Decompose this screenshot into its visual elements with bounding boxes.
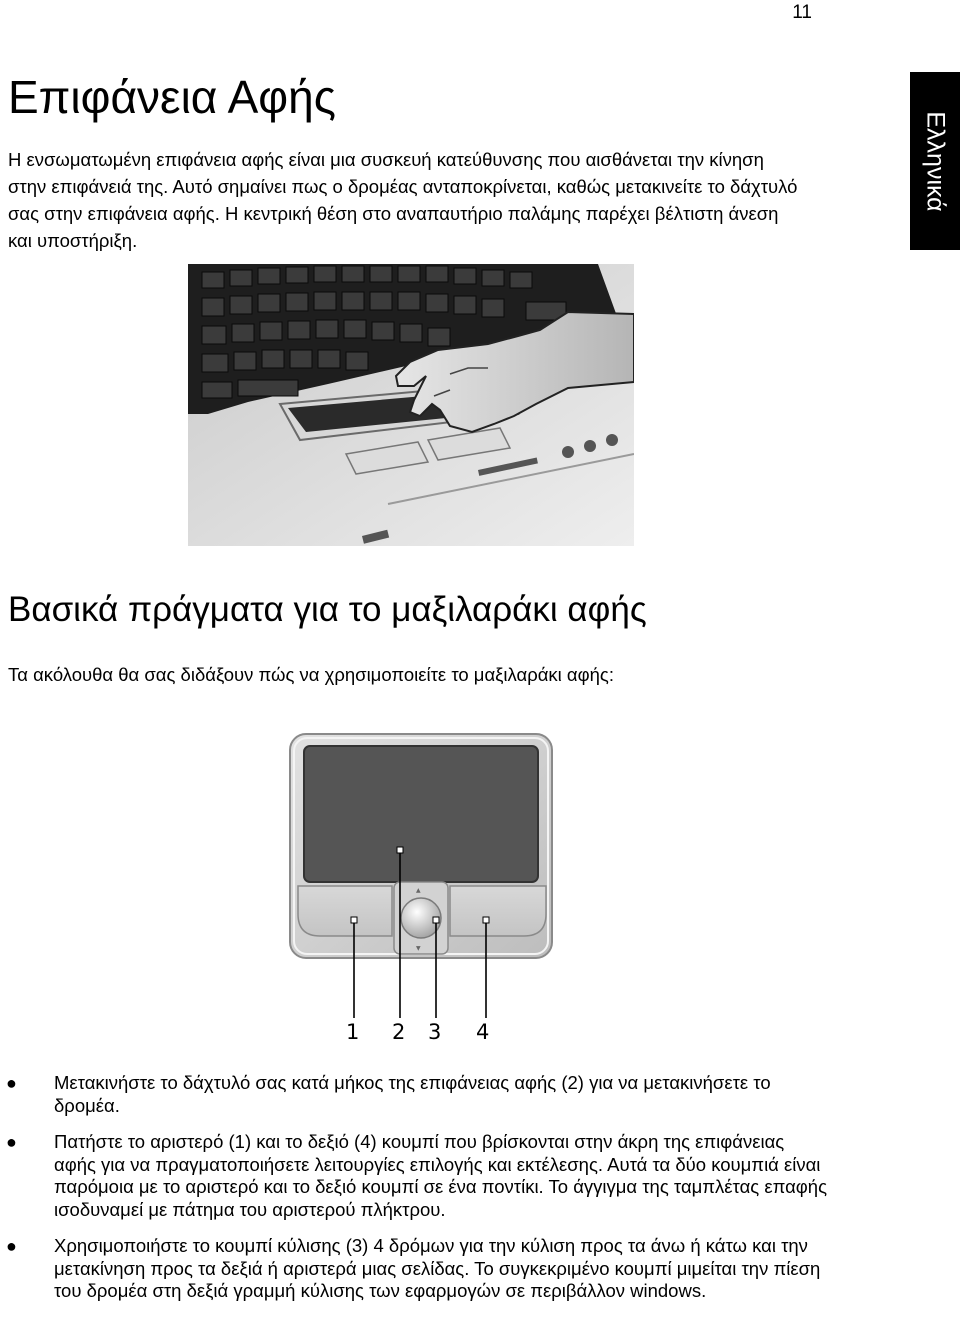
- label-scroll-button: 3: [428, 1020, 442, 1044]
- svg-text:▼: ▼: [416, 945, 421, 952]
- label-touch-surface: 2: [392, 1020, 406, 1044]
- usage-bullet-list: [0, 1072, 830, 1317]
- right-button: [450, 886, 546, 936]
- page-number: 11: [792, 2, 812, 23]
- touchpad-diagram: [280, 726, 580, 1056]
- list-item: [0, 1235, 830, 1303]
- bullet-icon: ●: [6, 1132, 17, 1152]
- bullet-icon: ●: [6, 1073, 17, 1093]
- left-button: [298, 886, 392, 936]
- section-lead: Τα ακόλουθα θα σας διδάξουν πώς να χρησιμοποιείτε το μαξιλαράκι αφής:: [8, 664, 614, 685]
- svg-text:▲: ▲: [416, 887, 421, 894]
- list-item: [0, 1131, 830, 1221]
- language-tab: [910, 72, 960, 250]
- section-title: Βασικά πράγματα για το μαξιλαράκι αφής: [8, 590, 647, 629]
- bullet-text: Μετακινήστε το δάχτυλό σας κατά μήκος της επιφάνειας αφής (2) για να μετακινήσετε το δρομέα.: [54, 1072, 771, 1116]
- bullet-icon: ●: [6, 1236, 17, 1256]
- touch-surface: [304, 746, 538, 882]
- language-tab-label: Ελληνικά: [921, 110, 950, 212]
- laptop-touchpad-photo: [188, 264, 634, 546]
- label-right-button: 4: [476, 1020, 490, 1044]
- list-item: [0, 1072, 830, 1117]
- intro-paragraph: Η ενσωματωμένη επιφάνεια αφής είναι μια συσκευή κατεύθυνσης που αισθάνεται την κίνηση στην επιφάνειά της. Αυτό σημαίνει πως ο δρομέας ανταποκρίνεται, καθώς μετακινείτε το δάχτυλό σας στην επιφάνεια αφής. Η κεντρική θέση στο αναπαυτήριο παλάμης παρέχει βέλτιστη άνεση και υποστήριξη.: [8, 149, 798, 251]
- bullet-text: Χρησιμοποιήστε το κουμπί κύλισης (3) 4 δρόμων για την κύλιση προς τα άνω ή κάτω και την μετακίνηση προς τα δεξιά ή αριστερά μιας σελίδας. Το συγκεκριμένο κουμπί μιμείται την πίεση του δρομέα στη δεξιά γραμμή κύλισης των εφαρμογών σε περιβάλλον windows.: [54, 1235, 821, 1301]
- page-title: Επιφάνεια Αφής: [8, 71, 336, 123]
- bullet-text: Πατήστε το αριστερό (1) και το δεξιό (4) κουμπί που βρίσκονται στην άκρη της επιφάνειας αφής για να πραγματοποιήσετε λειτουργίες επιλογής και εκτέλεσης. Αυτά τα δύο κουμπιά είναι παρόμοια με το αριστερό και το δεξιό κουμπί σε ένα ποντίκι. Το άγγιγμα της ταμπλέτας επαφής ισοδυναμεί με πάτημα του αριστερού πλήκτρου.: [54, 1131, 827, 1220]
- label-left-button: 1: [346, 1020, 360, 1044]
